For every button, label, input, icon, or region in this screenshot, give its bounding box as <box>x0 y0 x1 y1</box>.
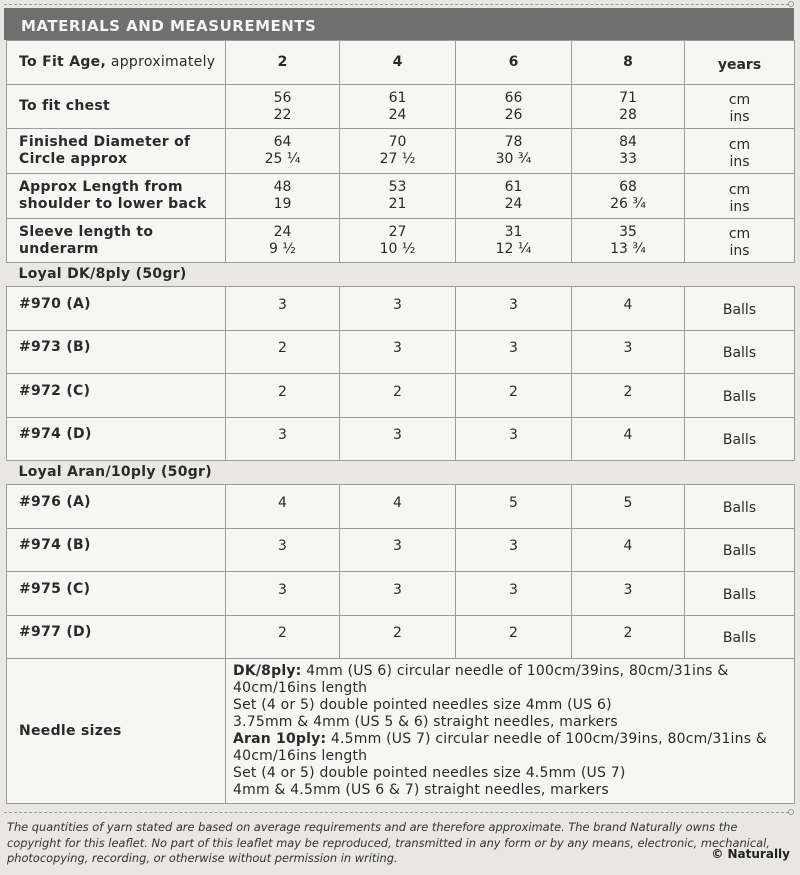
ball-count-text: 3 <box>278 427 287 444</box>
yarn-ball-count <box>572 615 685 659</box>
ball-count-text: 2 <box>393 383 402 400</box>
measurement-units <box>685 219 795 263</box>
age-row <box>7 41 795 85</box>
ball-count-text: 3 <box>509 296 518 313</box>
yarn-ball-count <box>572 572 685 616</box>
yarn-ball-count <box>340 572 456 616</box>
value-ins: 22 <box>273 106 292 123</box>
yarn-ball-count <box>340 417 456 461</box>
yarn-row <box>7 287 795 331</box>
yarn-color-label <box>7 528 226 572</box>
age-label <box>7 41 226 85</box>
value-cm: 35 <box>619 223 637 240</box>
yarn-color-label-text: #976 (A) <box>19 493 91 510</box>
value-ins: 24 <box>504 196 523 212</box>
yarn-section-header <box>7 263 795 287</box>
yarn-ball-count <box>226 287 340 331</box>
dashed-line-end-dot <box>788 809 794 815</box>
ball-count-text: 4 <box>623 538 633 555</box>
yarn-unit-text: Balls <box>722 388 757 405</box>
unit-cm: cm <box>728 136 751 153</box>
ball-count-text: 3 <box>393 427 402 444</box>
ball-count-text: 4 <box>278 494 287 511</box>
yarn-color-label <box>7 374 226 418</box>
footer-disclaimer: The quantities of yarn stated are based on average requirements and are therefore approximate. The brand Naturally owns the copyright for this leaflet. No part of this leaflet may be reproduced, transmitted in any form or by any means, electronic, mechanical, photocopying, recording, or otherwise without permission in writing. <box>7 820 770 865</box>
age-value-text: 6 <box>508 54 519 70</box>
value-ins: 33 <box>619 151 637 167</box>
ball-count-text: 2 <box>509 383 518 400</box>
yarn-unit-text: Balls <box>722 301 757 318</box>
measurement-label <box>7 85 226 129</box>
yarn-ball-count <box>572 330 685 374</box>
yarn-ball-count <box>572 485 685 529</box>
yarn-ball-count <box>456 528 572 572</box>
value-cm: 84 <box>619 134 637 150</box>
yarn-ball-count <box>226 528 340 572</box>
section-header <box>4 8 794 40</box>
ball-count-text: 2 <box>509 625 518 642</box>
unit-cm: cm <box>728 92 751 108</box>
age-label-normal: approximately <box>106 54 216 70</box>
age-value <box>226 41 340 85</box>
yarn-ball-count <box>340 287 456 331</box>
yarn-ball-count <box>456 330 572 374</box>
yarn-ball-count <box>340 485 456 529</box>
measurement-value <box>572 85 685 129</box>
yarn-ball-count <box>456 615 572 659</box>
yarn-color-label <box>7 330 226 374</box>
ball-count-text: 3 <box>393 340 402 357</box>
age-value-text: 8 <box>623 54 633 70</box>
value-ins: 24 <box>388 106 407 123</box>
value-cm: 56 <box>273 89 292 106</box>
measurement-value <box>456 219 572 263</box>
yarn-unit <box>685 287 795 331</box>
yarn-unit-text: Balls <box>722 432 757 449</box>
yarn-row <box>7 615 795 659</box>
ball-count-text: 3 <box>278 581 287 598</box>
measurement-value <box>226 174 340 219</box>
yarn-ball-count <box>456 485 572 529</box>
yarn-row <box>7 417 795 461</box>
value-cm: 66 <box>504 89 523 106</box>
ball-count-text: 3 <box>509 427 518 444</box>
measurement-label <box>7 174 226 219</box>
yarn-unit <box>685 485 795 529</box>
measurement-label <box>7 129 226 174</box>
needle-sizes-row <box>7 659 795 804</box>
value-cm: 27 <box>388 223 407 240</box>
yarn-color-label-text: #975 (C) <box>19 580 91 597</box>
value-ins: 19 <box>273 196 292 212</box>
needle-sizes-details <box>226 659 795 804</box>
aran-needle-line: 4mm & 4.5mm (US 6 & 7) straight needles, markers <box>233 782 609 798</box>
yarn-color-label-text: #974 (D) <box>19 426 92 443</box>
measurement-value <box>226 85 340 129</box>
measurement-value <box>226 129 340 174</box>
dk-needle-line: Set (4 or 5) double pointed needles size 4mm (US 6) <box>233 697 612 713</box>
yarn-ball-count <box>226 485 340 529</box>
yarn-ball-count <box>572 287 685 331</box>
aran-needle-line: Set (4 or 5) double pointed needles size 4.5mm (US 7) <box>233 765 626 781</box>
needle-sizes-label <box>7 659 226 804</box>
measurement-value <box>572 174 685 219</box>
measurement-label-text: Sleeve length to underarm <box>19 223 154 257</box>
yarn-ball-count <box>572 417 685 461</box>
measurement-value <box>456 85 572 129</box>
measurement-units <box>685 129 795 174</box>
dk-needle-line: 3.75mm & 4mm (US 5 & 6) straight needles, markers <box>233 714 618 730</box>
age-value-text: 2 <box>277 54 288 70</box>
yarn-ball-count <box>572 374 685 418</box>
dk-needles <box>233 663 790 697</box>
value-ins: 10 ½ <box>379 240 416 257</box>
yarn-ball-count <box>456 374 572 418</box>
yarn-ball-count <box>226 374 340 418</box>
value-cm: 61 <box>388 89 407 106</box>
aran-needles <box>233 731 790 765</box>
dk-needles-title: DK/8ply: <box>233 663 302 679</box>
yarn-unit <box>685 330 795 374</box>
dashed-line-end-dot <box>788 1 794 7</box>
yarn-unit <box>685 528 795 572</box>
value-cm: 68 <box>619 179 637 195</box>
measurement-value <box>340 85 456 129</box>
value-cm: 78 <box>504 134 523 150</box>
yarn-ball-count <box>340 330 456 374</box>
yarn-section-title-text: Loyal DK/8ply (50gr) <box>18 266 187 282</box>
aran-needles-title: Aran 10ply: <box>233 731 327 747</box>
value-ins: 9 ½ <box>269 240 296 257</box>
ball-count-text: 2 <box>393 625 402 642</box>
ball-count-text: 3 <box>623 581 633 598</box>
yarn-color-label <box>7 615 226 659</box>
yarn-ball-count <box>226 572 340 616</box>
value-cm: 48 <box>273 179 292 195</box>
yarn-color-label <box>7 287 226 331</box>
value-cm: 64 <box>273 134 292 150</box>
unit-ins: ins <box>729 198 750 215</box>
measurement-row <box>7 129 795 174</box>
ball-count-text: 4 <box>623 427 633 444</box>
value-cm: 24 <box>273 223 292 240</box>
measurement-value <box>572 129 685 174</box>
value-cm: 71 <box>619 89 637 106</box>
yarn-ball-count <box>572 528 685 572</box>
ball-count-text: 3 <box>509 538 518 555</box>
value-ins: 25 ¼ <box>264 151 301 167</box>
value-ins: 12 ¼ <box>495 240 532 257</box>
aran-needle-line: 4.5mm (US 7) circular needle of 100cm/39ins, 80cm/31ins & 40cm/16ins length <box>233 731 767 764</box>
measurement-row <box>7 219 795 263</box>
yarn-row <box>7 528 795 572</box>
ball-count-text: 5 <box>509 494 518 511</box>
value-ins: 21 <box>388 196 407 212</box>
ball-count-text: 2 <box>278 340 287 357</box>
yarn-section-header <box>7 461 795 485</box>
age-value <box>456 41 572 85</box>
yarn-unit-text: Balls <box>722 345 757 362</box>
age-label-bold: To Fit Age, <box>19 54 107 70</box>
ball-count-text: 3 <box>278 538 287 555</box>
ball-count-text: 3 <box>393 296 402 313</box>
measurement-label <box>7 219 226 263</box>
ball-count-text: 2 <box>278 625 287 642</box>
value-cm: 31 <box>504 223 523 240</box>
yarn-ball-count <box>456 417 572 461</box>
ball-count-text: 5 <box>623 494 633 511</box>
value-ins: 26 ¾ <box>610 196 646 212</box>
value-ins: 26 <box>504 106 523 123</box>
yarn-ball-count <box>456 287 572 331</box>
section-title: MATERIALS AND MEASUREMENTS <box>21 17 317 35</box>
yarn-unit <box>685 615 795 659</box>
copyright-notice: © Naturally <box>711 847 790 861</box>
ball-count-text: 3 <box>393 581 402 598</box>
value-cm: 53 <box>388 179 407 195</box>
yarn-ball-count <box>226 417 340 461</box>
yarn-section-title <box>7 461 795 485</box>
ball-count-text: 2 <box>278 383 287 400</box>
measurement-row <box>7 174 795 219</box>
measurement-value <box>572 219 685 263</box>
yarn-row <box>7 572 795 616</box>
measurement-label-text: To fit chest <box>19 98 111 114</box>
value-ins: 30 ¾ <box>495 151 532 167</box>
age-unit <box>685 41 795 85</box>
measurement-value <box>456 129 572 174</box>
ball-count-text: 2 <box>623 383 633 400</box>
unit-ins: ins <box>729 153 750 170</box>
header-dashed-line <box>4 4 794 5</box>
measurement-value <box>340 219 456 263</box>
yarn-ball-count <box>340 615 456 659</box>
measurement-value <box>340 174 456 219</box>
ball-count-text: 3 <box>393 538 402 555</box>
measurement-label-text: Approx Length from shoulder to lower back <box>19 179 207 212</box>
ball-count-text: 3 <box>278 296 287 313</box>
footer-dashed-line <box>4 812 794 813</box>
value-ins: 28 <box>619 106 637 123</box>
dk-needle-line: 4mm (US 6) circular needle of 100cm/39ins, 80cm/31ins & 40cm/16ins length <box>233 663 729 696</box>
measurements-table <box>6 40 795 804</box>
yarn-color-label-text: #973 (B) <box>19 339 91 356</box>
yarn-unit <box>685 572 795 616</box>
yarn-row <box>7 485 795 529</box>
yarn-color-label-text: #974 (B) <box>19 537 91 554</box>
age-value-text: 4 <box>392 54 403 70</box>
yarn-ball-count <box>226 615 340 659</box>
yarn-color-label <box>7 485 226 529</box>
ball-count-text: 3 <box>509 340 518 357</box>
yarn-color-label-text: #977 (D) <box>19 624 92 641</box>
value-cm: 70 <box>388 134 407 150</box>
yarn-ball-count <box>226 330 340 374</box>
unit-ins: ins <box>729 109 750 125</box>
yarn-section-title-text: Loyal Aran/10ply (50gr) <box>18 464 212 480</box>
measurement-value <box>226 219 340 263</box>
yarn-unit-text: Balls <box>722 499 757 516</box>
ball-count-text: 4 <box>393 494 402 511</box>
unit-cm: cm <box>728 181 751 198</box>
measurement-row <box>7 85 795 129</box>
yarn-section-title <box>7 263 795 287</box>
yarn-unit-text: Balls <box>722 630 757 647</box>
unit-ins: ins <box>729 243 750 259</box>
measurement-units <box>685 85 795 129</box>
ball-count-text: 3 <box>623 340 633 357</box>
yarn-ball-count <box>340 528 456 572</box>
age-value <box>572 41 685 85</box>
yarn-row <box>7 374 795 418</box>
yarn-unit <box>685 374 795 418</box>
age-unit-text: years <box>717 57 762 73</box>
yarn-ball-count <box>456 572 572 616</box>
yarn-color-label <box>7 417 226 461</box>
measurement-value <box>340 129 456 174</box>
ball-count-text: 4 <box>623 296 633 313</box>
yarn-color-label <box>7 572 226 616</box>
measurement-label-text: Finished Diameter of Circle approx <box>19 134 191 167</box>
yarn-row <box>7 330 795 374</box>
unit-cm: cm <box>728 226 751 242</box>
yarn-unit-text: Balls <box>722 586 757 603</box>
measurement-units <box>685 174 795 219</box>
value-cm: 61 <box>504 179 523 195</box>
yarn-unit-text: Balls <box>722 543 757 560</box>
yarn-ball-count <box>340 374 456 418</box>
age-value <box>340 41 456 85</box>
yarn-color-label-text: #972 (C) <box>19 382 91 399</box>
yarn-color-label-text: #970 (A) <box>19 295 91 312</box>
value-ins: 13 ¾ <box>610 240 646 257</box>
yarn-unit <box>685 417 795 461</box>
needle-sizes-label-text: Needle sizes <box>19 722 122 739</box>
value-ins: 27 ½ <box>379 151 416 167</box>
measurement-value <box>456 174 572 219</box>
ball-count-text: 3 <box>509 581 518 598</box>
ball-count-text: 2 <box>623 625 633 642</box>
